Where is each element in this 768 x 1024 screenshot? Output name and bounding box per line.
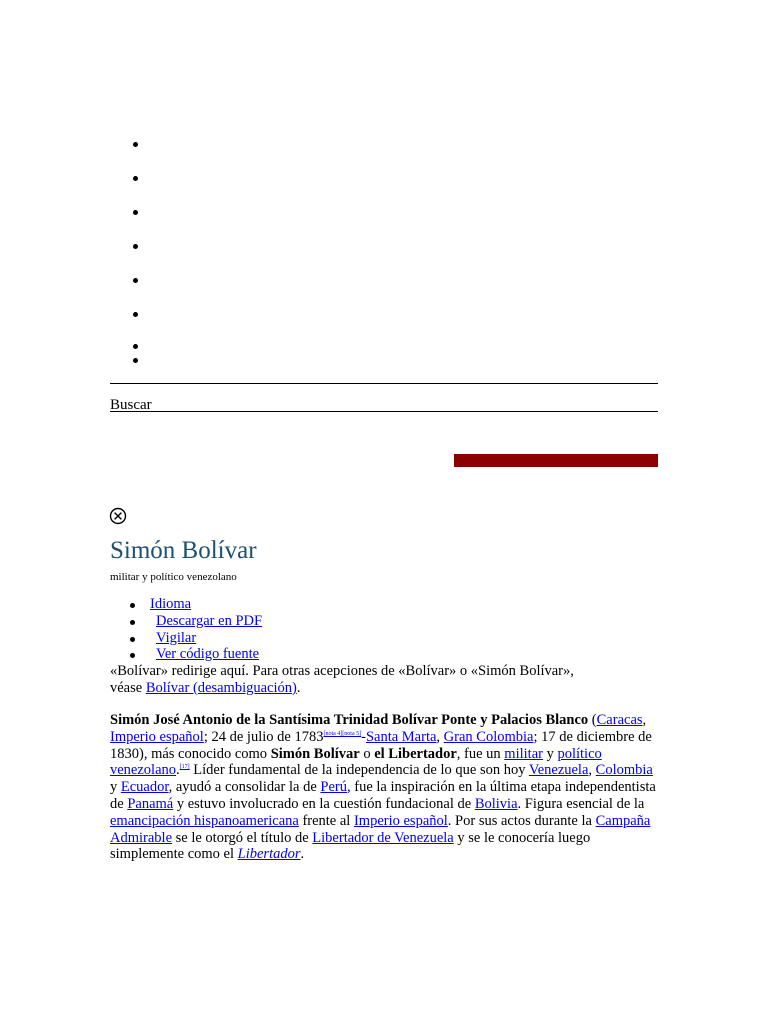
- text: y: [110, 779, 121, 796]
- tool-item-pdf: [110, 613, 262, 630]
- text: frente al: [298, 812, 354, 829]
- text: ; 17 de diciembre de 1830), más conocido como: [110, 728, 652, 762]
- name-bold: Simón Bolívar: [270, 745, 360, 762]
- text: .: [176, 762, 180, 779]
- nav-item[interactable]: [110, 205, 130, 219]
- link-campana-admirable[interactable]: Campaña Admirable: [110, 812, 651, 846]
- nav-item[interactable]: [110, 339, 130, 353]
- search-label[interactable]: Buscar: [110, 397, 152, 413]
- tool-item-language: [110, 596, 262, 613]
- link-panama[interactable]: Panamá: [127, 795, 174, 812]
- intro-paragraph: [110, 712, 660, 863]
- close-icon[interactable]: [109, 507, 127, 525]
- text: ,: [588, 762, 596, 779]
- text: , fue la inspiración en la última etapa independentista de: [110, 779, 656, 812]
- nav-item[interactable]: [110, 239, 130, 253]
- text: ,: [436, 728, 444, 745]
- epithet-bold: el Libertador: [374, 745, 457, 762]
- text: y estuvo involucrado en la cuestión fundacional de: [173, 795, 475, 812]
- link-santa-marta[interactable]: Santa Marta: [365, 728, 437, 745]
- text: Líder fundamental de la independencia de lo que son hoy: [189, 762, 529, 779]
- text: . Por sus actos durante la: [447, 812, 596, 829]
- text: ; 24 de julio de 1783: [203, 728, 324, 745]
- link-militar[interactable]: militar: [504, 745, 543, 762]
- view-source-link[interactable]: Ver código fuente: [156, 646, 260, 663]
- text: ,: [642, 712, 647, 728]
- link-peru[interactable]: Perú: [320, 779, 347, 796]
- text: o: [359, 745, 375, 762]
- hatnote-text: véase: [110, 679, 146, 696]
- text: , ayudó a consolidar la de: [168, 779, 321, 796]
- tool-item-watch: [110, 630, 262, 647]
- watch-link[interactable]: Vigilar: [156, 629, 197, 646]
- text: y: [542, 745, 558, 762]
- disambiguation-link[interactable]: Bolívar (desambiguación): [145, 679, 297, 696]
- hatnote-text: «Bolívar» redirige aquí. Para otras acepciones de «Bolívar» o «Simón Bolívar»,: [110, 663, 574, 679]
- language-link[interactable]: Idioma: [150, 596, 192, 612]
- nav-item[interactable]: [110, 171, 130, 185]
- link-ecuador[interactable]: Ecuador: [120, 779, 169, 796]
- text: . Figura esencial de la: [517, 795, 645, 812]
- text: se le otorgó el título de: [172, 829, 313, 846]
- page-title: Simón Bolívar: [110, 537, 257, 564]
- ref-17[interactable]: [17]: [179, 764, 190, 771]
- link-emancipacion[interactable]: emancipación hispanoamericana: [110, 812, 299, 829]
- search-underline: [110, 411, 658, 412]
- link-venezolano[interactable]: venezolano: [110, 762, 177, 779]
- hatnote-text: .: [296, 679, 301, 696]
- link-bolivia[interactable]: Bolivia: [474, 795, 518, 812]
- text: y se le conocería luego simplemente como el: [110, 829, 591, 863]
- text: -: [361, 728, 366, 745]
- nav-item[interactable]: [110, 307, 130, 321]
- link-libertador-venezuela[interactable]: Libertador de Venezuela: [312, 829, 454, 846]
- search-button-bar[interactable]: [454, 454, 658, 467]
- nav-item[interactable]: [110, 353, 130, 367]
- text: , fue un: [456, 745, 505, 762]
- full-name: Simón José Antonio de la Santísima Trinidad Bolívar Ponte y Palacios Blanco: [110, 712, 589, 728]
- link-imperio-espanol-2[interactable]: Imperio español: [353, 812, 448, 829]
- page-subtitle: militar y político venezolano: [110, 571, 237, 583]
- link-caracas[interactable]: Caracas: [596, 712, 643, 728]
- link-venezuela[interactable]: Venezuela: [528, 762, 589, 779]
- link-gran-colombia[interactable]: Gran Colombia: [443, 728, 534, 745]
- text: (: [588, 712, 597, 728]
- divider: [110, 383, 658, 384]
- page-tools: [110, 596, 262, 663]
- tool-item-source: [110, 646, 262, 663]
- link-libertador[interactable]: Libertador: [237, 846, 301, 863]
- ref-notes[interactable]: [nota 4][nota 5]: [323, 730, 362, 737]
- link-colombia[interactable]: Colombia: [595, 762, 653, 779]
- nav-item[interactable]: [110, 137, 130, 151]
- text: .: [300, 846, 305, 863]
- download-pdf-link[interactable]: Descargar en PDF: [156, 612, 263, 629]
- nav-item[interactable]: [110, 273, 130, 287]
- link-politico[interactable]: político: [557, 745, 602, 762]
- hatnote: [110, 663, 660, 697]
- link-imperio-espanol[interactable]: Imperio español: [110, 728, 204, 745]
